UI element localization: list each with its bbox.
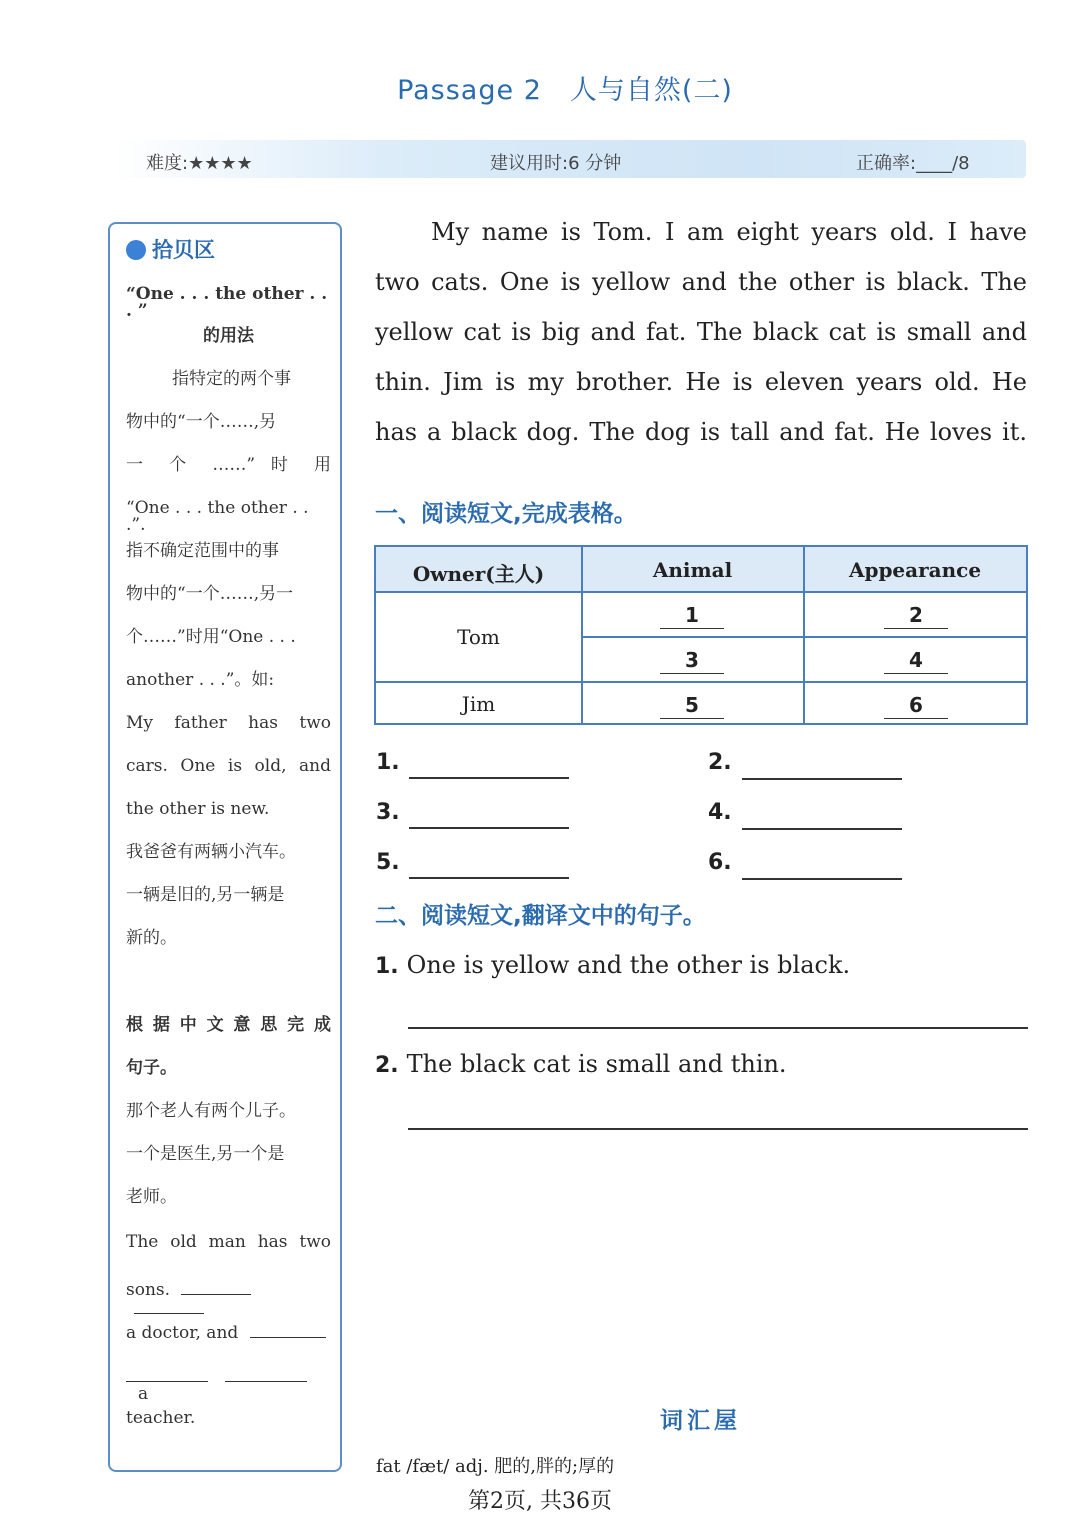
sidebar-exercise-line: sons. (126, 1280, 331, 1318)
sidebar-line: 个……”时用“One . . . (126, 627, 296, 647)
sidebar-heading: 拾贝区 (126, 234, 215, 264)
answer-label-2: 2. (708, 750, 732, 775)
table-blank-3[interactable]: 3 (660, 648, 724, 674)
translate-answer-line-1[interactable] (408, 1027, 1028, 1029)
sidebar-line: 物中的“一个……,另 (126, 412, 277, 432)
answer-line-2[interactable] (742, 778, 902, 780)
sidebar-line: The old man has two (126, 1232, 331, 1252)
sidebar-exercise-line: a (126, 1367, 331, 1403)
passage-title: Passage 2 人与自然(二) (397, 75, 733, 106)
table-blank-4[interactable]: 4 (884, 648, 948, 674)
answer-label-3: 3. (376, 800, 400, 825)
answer-table (374, 545, 1028, 725)
table-blank-6[interactable]: 6 (884, 693, 948, 719)
passage-line: two cats. One is yellow and the other is black. The (375, 268, 1027, 296)
translate-question-2: 2. The black cat is small and thin. (375, 1050, 787, 1078)
passage-line: has a black dog. The dog is tall and fat. He loves it. (375, 418, 1027, 446)
answer-line-1[interactable] (409, 777, 569, 779)
sidebar-line: 指不确定范围中的事 (126, 541, 279, 561)
table-blank-5[interactable]: 5 (660, 693, 724, 719)
table-header-animal: Animal (652, 558, 733, 582)
answer-label-5: 5. (376, 850, 400, 875)
accuracy-label: 正确率:____/8 (856, 153, 970, 174)
translate-answer-line-2[interactable] (408, 1128, 1028, 1130)
passage-line: thin. Jim is my brother. He is eleven years old. He (375, 368, 1027, 396)
fill-blank[interactable] (134, 1299, 204, 1314)
answer-line-3[interactable] (409, 827, 569, 829)
table-owner-jim: Jim (461, 692, 496, 716)
vocab-heading: 词汇屋 (660, 1408, 741, 1434)
sidebar-line: 新的。 (126, 928, 177, 948)
sidebar-line: another . . .”。如: (126, 670, 275, 690)
sidebar-line: 一辆是旧的,另一辆是 (126, 885, 285, 905)
sidebar-line: 物中的“一个……,另一 (126, 584, 294, 604)
sidebar-line: 一个是医生,另一个是 (126, 1144, 285, 1164)
fill-blank[interactable] (126, 1367, 208, 1382)
section-1-heading: 一、阅读短文,完成表格。 (375, 501, 637, 527)
sidebar-line: My father has two (126, 713, 331, 733)
sidebar-line: 指特定的两个事 (172, 369, 291, 389)
fill-blank[interactable] (181, 1280, 251, 1295)
sidebar-line: the other is new. (126, 799, 270, 819)
section-2-heading: 二、阅读短文,翻译文中的句子。 (375, 903, 706, 929)
page-number: 第2页, 共36页 (468, 1489, 612, 1514)
sidebar-line: cars. One is old, and (126, 756, 331, 776)
fill-blank[interactable] (250, 1323, 326, 1338)
sidebar-line: “One . . . the other . . . ” (126, 284, 328, 321)
answer-label-1: 1. (376, 750, 400, 775)
table-header-owner: Owner(主人) (412, 562, 545, 586)
sidebar-line: 我爸爸有两辆小汽车。 (126, 842, 296, 862)
sidebar-exercise-line: a doctor, and (126, 1323, 331, 1342)
sidebar-line: 那个老人有两个儿子。 (126, 1101, 296, 1121)
answer-label-6: 6. (708, 850, 732, 875)
table-blank-1[interactable]: 1 (660, 603, 724, 629)
passage-line: yellow cat is big and fat. The black cat is small and (375, 318, 1027, 346)
sidebar-line: 一 个 ……” 时 用 (126, 455, 331, 475)
sidebar-line: teacher. (126, 1408, 196, 1428)
suggested-time-label: 建议用时:6 分钟 (490, 153, 622, 174)
vocab-entry: fat /fæt/ adj. 肥的,胖的;厚的 (376, 1456, 615, 1477)
sidebar-line: 老师。 (126, 1187, 177, 1207)
sidebar-line: 的用法 (203, 326, 254, 346)
table-blank-2[interactable]: 2 (884, 603, 948, 629)
translate-question-1: 1. One is yellow and the other is black. (375, 951, 851, 979)
passage-line: My name is Tom. I am eight years old. I have (431, 218, 1027, 246)
table-header-appearance: Appearance (848, 558, 982, 582)
bullet-icon (126, 240, 146, 260)
info-bar (112, 140, 1026, 178)
sidebar-line: 根据中文意思完成 (126, 1015, 331, 1035)
difficulty-label: 难度:★★★★ (146, 153, 253, 174)
sidebar-line: 句子。 (126, 1058, 177, 1078)
answer-line-6[interactable] (742, 878, 902, 880)
answer-label-4: 4. (708, 800, 732, 825)
fill-blank[interactable] (225, 1367, 307, 1382)
table-owner-tom: Tom (457, 625, 500, 649)
sidebar-line: “One . . . the other . . .”. (126, 498, 309, 535)
answer-line-4[interactable] (742, 828, 902, 830)
answer-line-5[interactable] (409, 877, 569, 879)
